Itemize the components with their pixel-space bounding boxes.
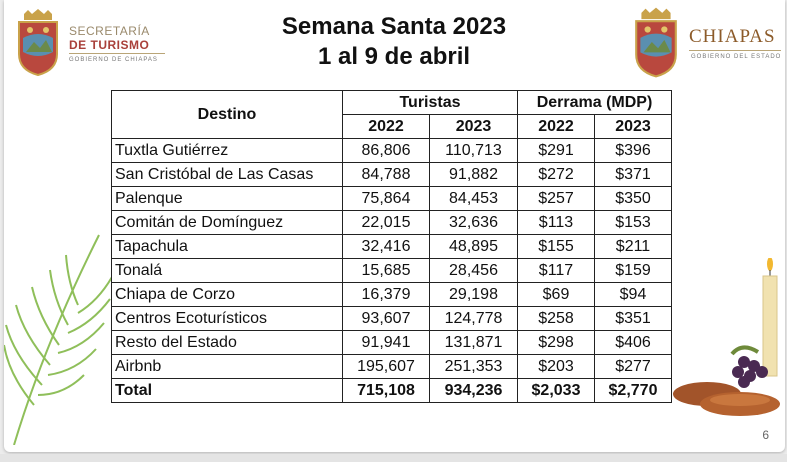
cell-turistas-2022: 22,015 <box>343 211 430 235</box>
cell-derrama-2023: $277 <box>595 355 672 379</box>
cell-derrama-2022: $298 <box>518 331 595 355</box>
cell-turistas-2022: 93,607 <box>343 307 430 331</box>
table-row <box>112 331 672 355</box>
header-year: 2022 <box>518 115 595 139</box>
palm-leaf-icon <box>4 225 114 445</box>
cell-destino: San Cristóbal de Las Casas <box>112 163 343 187</box>
cell-destino: Tapachula <box>112 235 343 259</box>
tourism-table <box>111 90 672 403</box>
cell-total-derrama-2023: $2,770 <box>595 379 672 403</box>
table-row <box>112 211 672 235</box>
cell-turistas-2023: 32,636 <box>430 211 518 235</box>
slide-title <box>204 12 584 72</box>
cell-turistas-2022: 15,685 <box>343 259 430 283</box>
table-row <box>112 187 672 211</box>
logo-line-turismo: DE TURISMO <box>69 38 150 52</box>
logo-divider <box>689 50 781 51</box>
cell-derrama-2023: $350 <box>595 187 672 211</box>
cell-derrama-2022: $291 <box>518 139 595 163</box>
cell-turistas-2022: 84,788 <box>343 163 430 187</box>
cell-derrama-2023: $159 <box>595 259 672 283</box>
table-total-row <box>112 379 672 403</box>
page-number: 6 <box>762 428 769 442</box>
cell-turistas-2023: 84,453 <box>430 187 518 211</box>
cell-derrama-2022: $203 <box>518 355 595 379</box>
bottom-strip <box>0 454 787 462</box>
cell-turistas-2023: 91,882 <box>430 163 518 187</box>
title-line-2: 1 al 9 de abril <box>317 43 471 70</box>
cell-turistas-2023: 48,895 <box>430 235 518 259</box>
table-row <box>112 259 672 283</box>
cell-turistas-2022: 86,806 <box>343 139 430 163</box>
secretaria-turismo-logo <box>12 8 172 80</box>
cell-derrama-2022: $258 <box>518 307 595 331</box>
cell-derrama-2022: $257 <box>518 187 595 211</box>
table-row <box>112 307 672 331</box>
cell-turistas-2022: 32,416 <box>343 235 430 259</box>
header-year: 2023 <box>595 115 672 139</box>
coat-of-arms-icon <box>631 6 681 78</box>
cell-turistas-2022: 75,864 <box>343 187 430 211</box>
cell-derrama-2023: $153 <box>595 211 672 235</box>
cell-destino: Chiapa de Corzo <box>112 283 343 307</box>
cell-destino: Airbnb <box>112 355 343 379</box>
logo-gobierno-estado: GOBIERNO DEL ESTADO <box>691 54 782 60</box>
slide <box>4 0 785 452</box>
cell-turistas-2023: 29,198 <box>430 283 518 307</box>
table-row <box>112 283 672 307</box>
table-row <box>112 163 672 187</box>
cell-turistas-2022: 195,607 <box>343 355 430 379</box>
cell-turistas-2022: 91,941 <box>343 331 430 355</box>
header-year: 2023 <box>430 115 518 139</box>
table-row <box>112 139 672 163</box>
cell-turistas-2022: 16,379 <box>343 283 430 307</box>
cell-total-derrama-2022: $2,033 <box>518 379 595 403</box>
cell-derrama-2023: $396 <box>595 139 672 163</box>
cell-total-turistas-2023: 934,236 <box>430 379 518 403</box>
title-line-1: Semana Santa 2023 <box>281 13 507 40</box>
cell-turistas-2023: 251,353 <box>430 355 518 379</box>
cell-derrama-2022: $113 <box>518 211 595 235</box>
header-year: 2022 <box>343 115 430 139</box>
header-derrama: Derrama (MDP) <box>518 91 672 115</box>
logo-line-secretaria: SECRETARÍA <box>69 24 150 38</box>
cell-destino: Comitán de Domínguez <box>112 211 343 235</box>
cell-turistas-2023: 131,871 <box>430 331 518 355</box>
cell-derrama-2023: $94 <box>595 283 672 307</box>
cell-derrama-2022: $117 <box>518 259 595 283</box>
cell-destino: Palenque <box>112 187 343 211</box>
cell-turistas-2023: 28,456 <box>430 259 518 283</box>
cell-turistas-2023: 110,713 <box>430 139 518 163</box>
chiapas-logo <box>629 6 785 82</box>
cell-total-turistas-2022: 715,108 <box>343 379 430 403</box>
table-row <box>112 355 672 379</box>
candle-bread-grapes-icon <box>672 258 784 428</box>
cell-total-label: Total <box>112 379 343 403</box>
cell-derrama-2022: $69 <box>518 283 595 307</box>
cell-destino: Resto del Estado <box>112 331 343 355</box>
cell-destino: Centros Ecoturísticos <box>112 307 343 331</box>
table-row <box>112 235 672 259</box>
cell-destino: Tonalá <box>112 259 343 283</box>
header-turistas: Turistas <box>343 91 518 115</box>
logo-chiapas-name: CHIAPAS <box>689 26 776 47</box>
logo-divider <box>69 53 165 54</box>
cell-derrama-2023: $371 <box>595 163 672 187</box>
cell-derrama-2022: $272 <box>518 163 595 187</box>
cell-derrama-2022: $155 <box>518 235 595 259</box>
cell-derrama-2023: $351 <box>595 307 672 331</box>
cell-derrama-2023: $211 <box>595 235 672 259</box>
cell-destino: Tuxtla Gutiérrez <box>112 139 343 163</box>
logo-line-gobierno: GOBIERNO DE CHIAPAS <box>69 57 158 63</box>
coat-of-arms-icon <box>14 8 62 76</box>
header-destino: Destino <box>112 91 343 139</box>
cell-derrama-2023: $406 <box>595 331 672 355</box>
cell-turistas-2023: 124,778 <box>430 307 518 331</box>
